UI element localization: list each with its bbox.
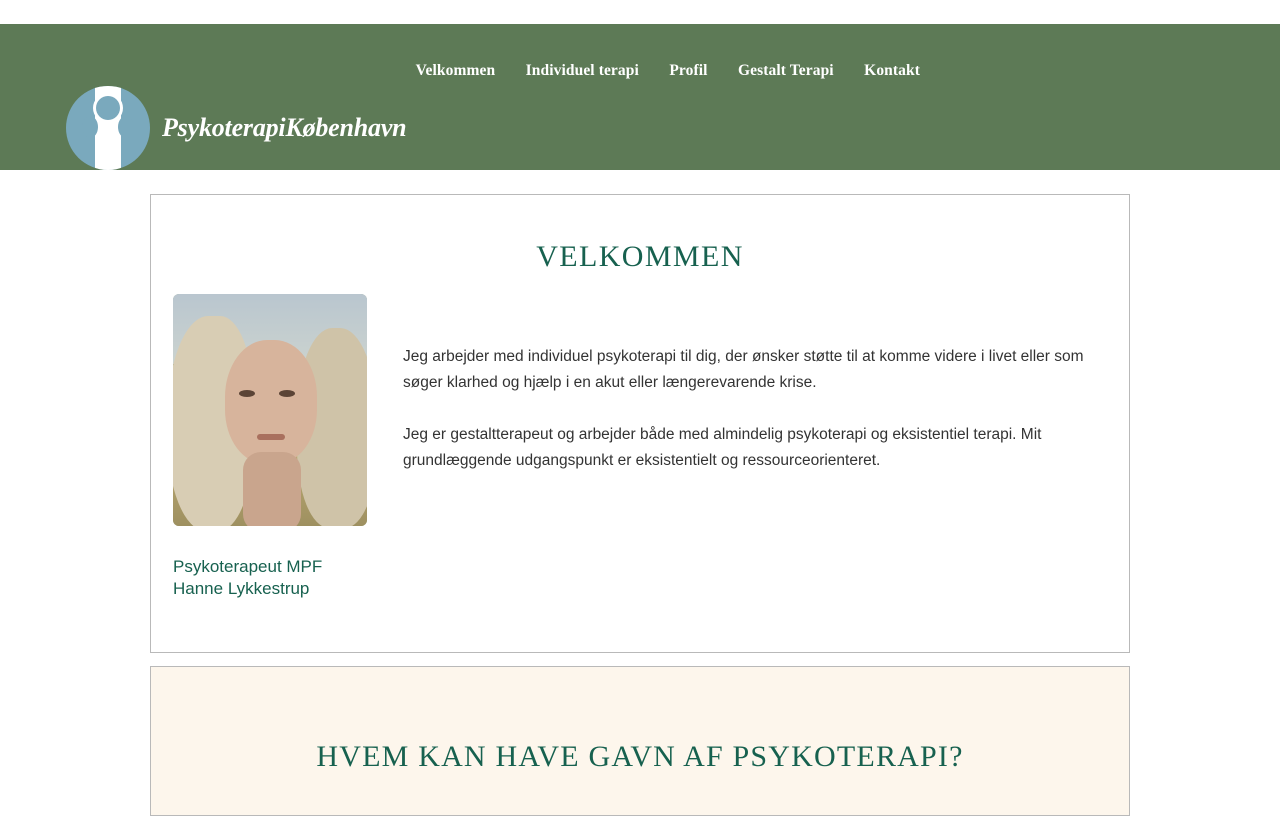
main-content bbox=[0, 194, 1280, 816]
browser-top-strip bbox=[0, 0, 1280, 24]
therapist-credential bbox=[173, 556, 389, 600]
brand-name: PsykoterapiKøbenhavn bbox=[162, 113, 407, 142]
credential-title: Psykoterapeut MPF bbox=[173, 557, 323, 576]
nav-item-velkommen[interactable]: Velkommen bbox=[415, 62, 496, 79]
benefit-panel-title: HVEM KAN HAVE GAVN AF PSYKOTERAPI? bbox=[316, 740, 964, 773]
nav-item-gestalt-terapi[interactable]: Gestalt Terapi bbox=[738, 62, 834, 79]
person-circle-logo-icon bbox=[66, 86, 150, 170]
main-navigation[interactable] bbox=[0, 62, 1100, 80]
brand[interactable] bbox=[66, 86, 406, 170]
nav-item-kontakt[interactable]: Kontakt bbox=[864, 62, 920, 79]
therapist-portrait-image bbox=[173, 294, 367, 526]
welcome-paragraph-1: Jeg arbejder med individuel psykoterapi til dig, der ønsker støtte til at komme videre i livet eller som søger klarhed og hjælp i en akut eller længerevarende krise. bbox=[403, 348, 1084, 391]
welcome-panel bbox=[150, 194, 1130, 653]
nav-item-individuel-terapi[interactable]: Individuel terapi bbox=[525, 62, 639, 79]
page-title: VELKOMMEN bbox=[536, 240, 744, 273]
nav-item-profil[interactable]: Profil bbox=[669, 62, 708, 79]
welcome-text-column bbox=[403, 294, 1093, 600]
credential-name: Hanne Lykkestrup bbox=[173, 579, 310, 598]
welcome-paragraph-2: Jeg er gestaltterapeut og arbejder både med almindelig psykoterapi og eksistentiel terapi. Mit grundlæggende udgangspunkt er eksistentielt og ressourceorienteret. bbox=[403, 426, 1042, 469]
benefit-panel bbox=[150, 666, 1130, 816]
site-header bbox=[0, 24, 1280, 170]
welcome-left-column bbox=[173, 294, 389, 600]
